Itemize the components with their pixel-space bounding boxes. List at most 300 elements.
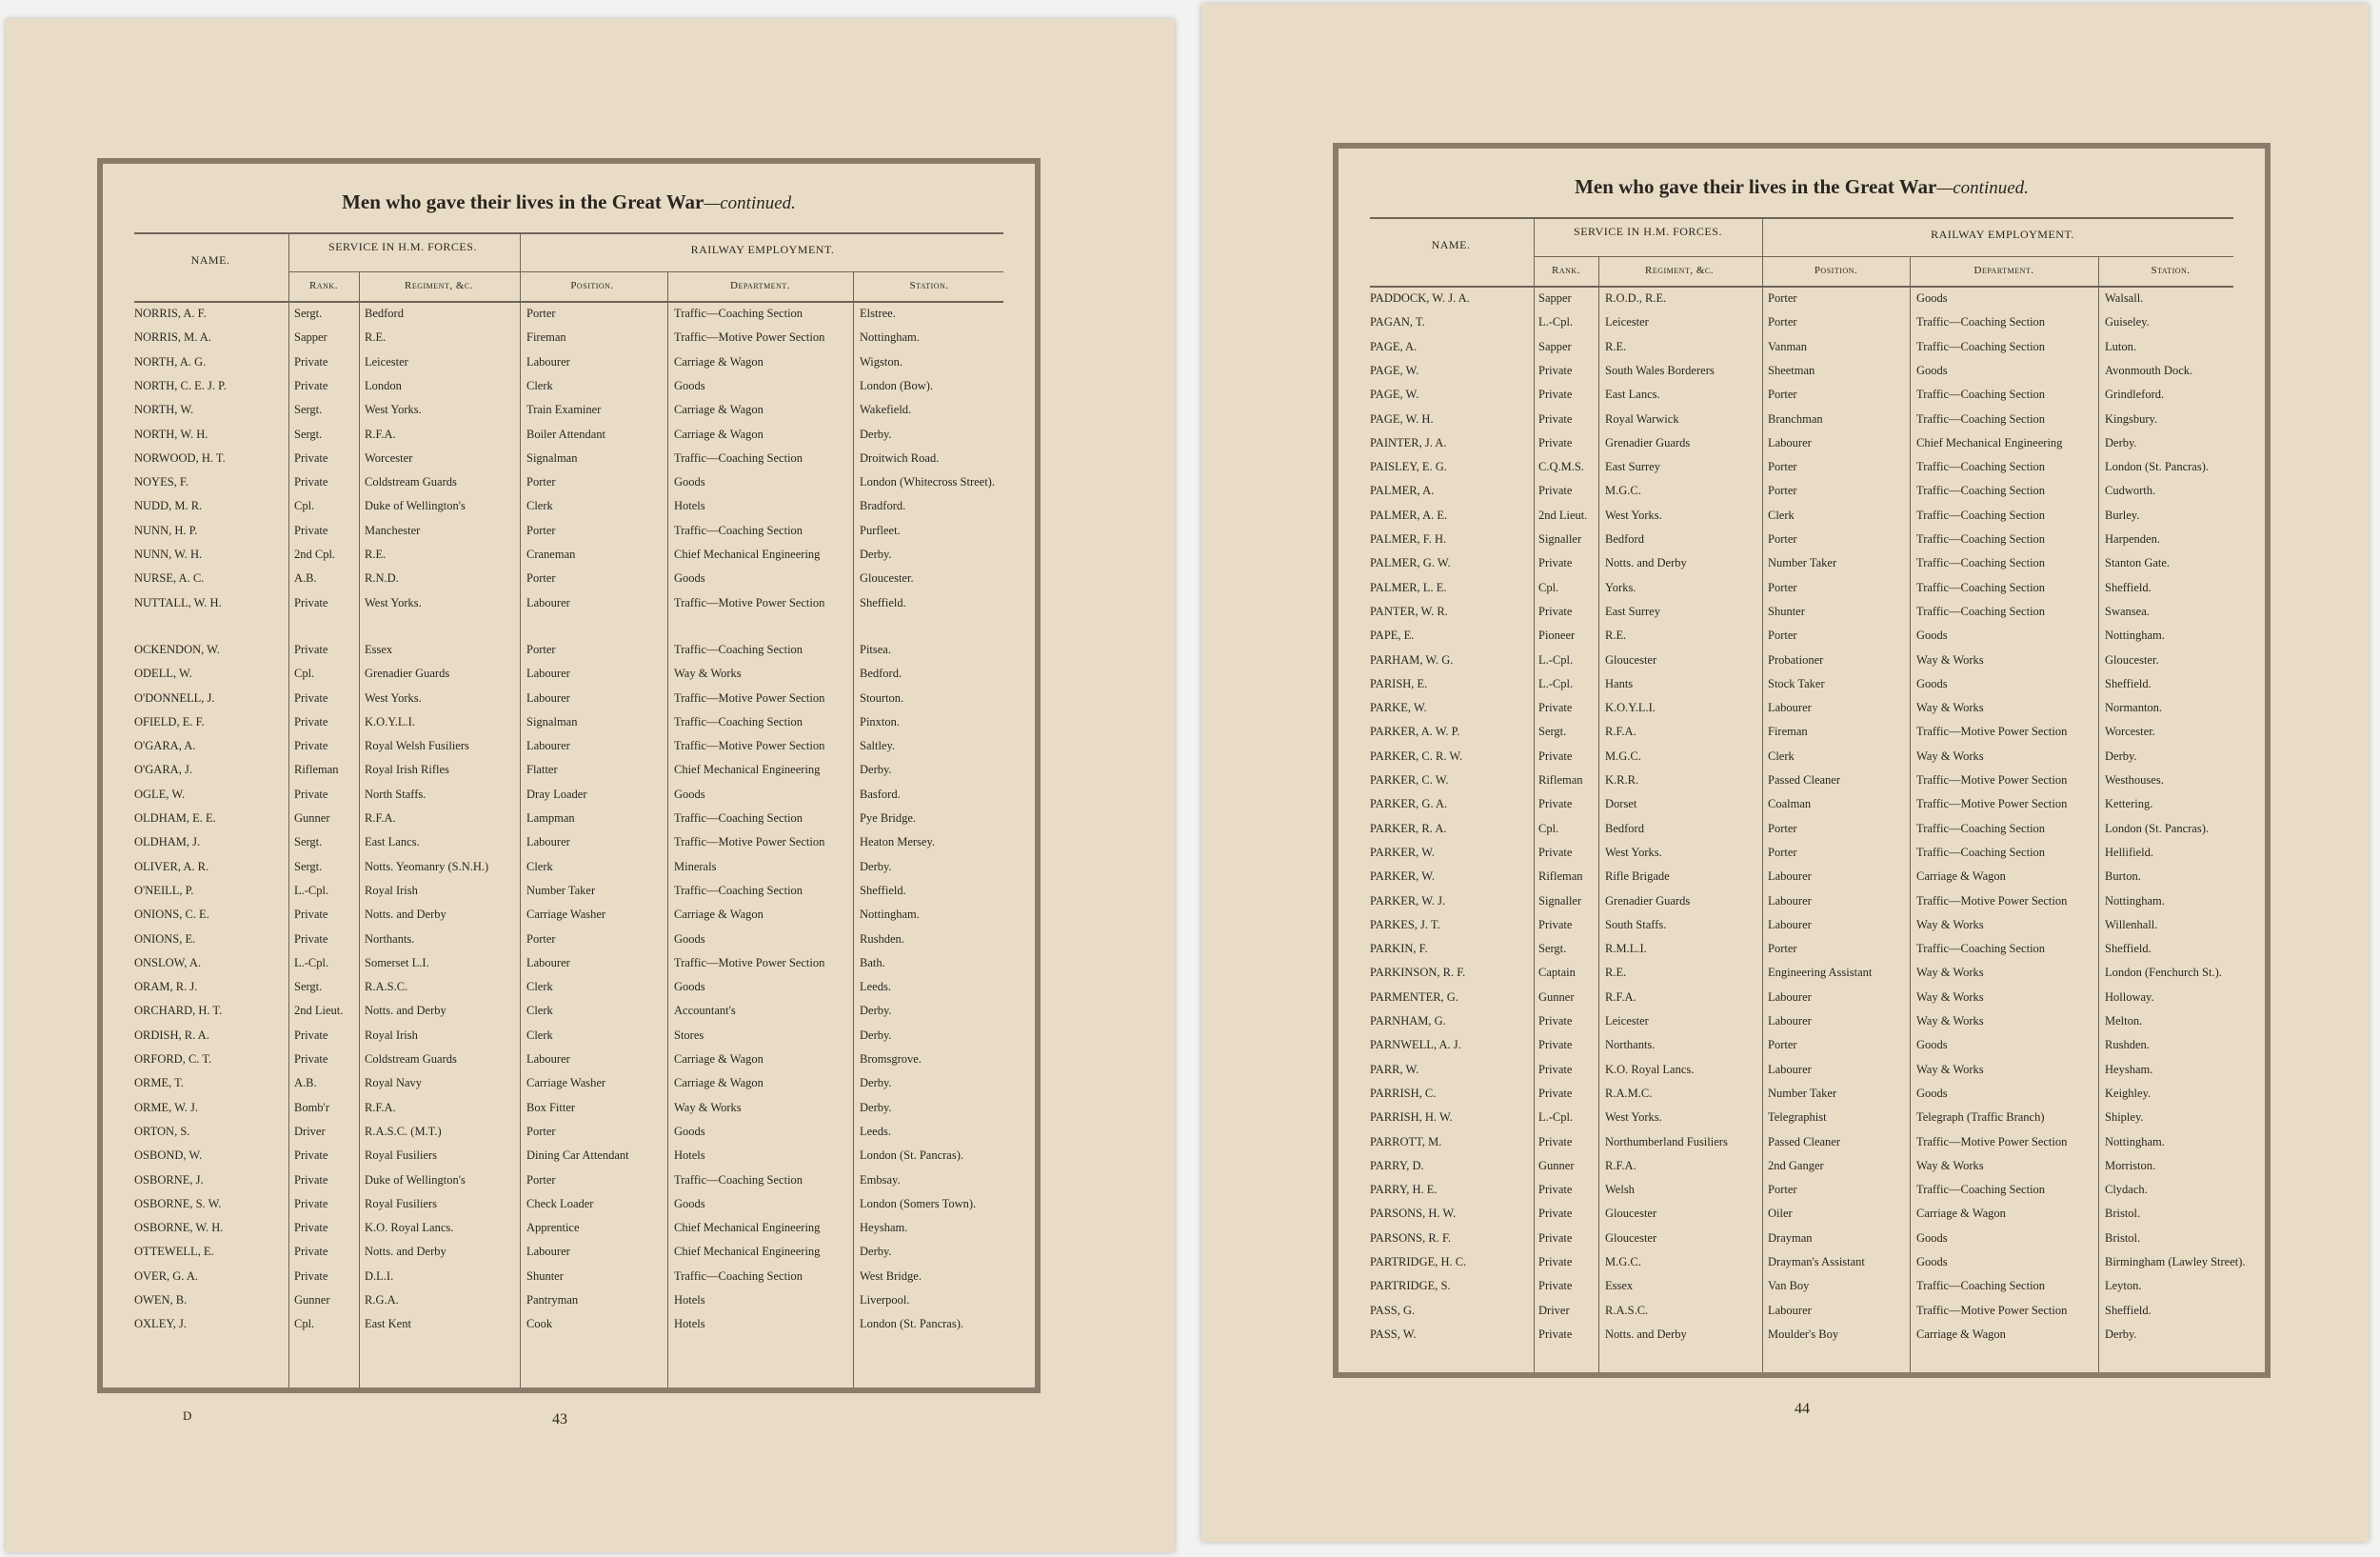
page-number: 44: [1795, 1401, 1810, 1417]
cell-name: PANTER, W. R.: [1370, 604, 1448, 618]
cell-name: OTTEWELL, E.: [134, 1245, 214, 1259]
table-row: [134, 1052, 1003, 1076]
table-row: [134, 667, 1003, 690]
cell-department: Goods: [674, 475, 705, 489]
cell-regiment: Somerset L.I.: [365, 955, 429, 969]
cell-regiment: Notts. Yeomanry (S.N.H.): [365, 859, 489, 873]
cell-name: PASS, W.: [1370, 1327, 1417, 1341]
table-row: [134, 571, 1003, 595]
cell-name: NORTH, W. H.: [134, 427, 208, 441]
cell-regiment: Essex: [1605, 1279, 1634, 1293]
cell-name: PALMER, L. E.: [1370, 580, 1447, 594]
cell-station: Wakefield.: [860, 403, 912, 417]
cell-department: Way & Works: [1916, 989, 1984, 1004]
cell-regiment: West Yorks.: [365, 403, 422, 417]
cell-station: Bristol.: [2105, 1207, 2141, 1221]
cell-department: Traffic—Coaching Section: [1916, 388, 2046, 402]
cell-name: PARNHAM, G.: [1370, 1014, 1446, 1028]
cell-rank: Private: [1538, 411, 1573, 426]
table-row: [1370, 629, 2233, 652]
table-row: [1370, 677, 2233, 701]
cell-position: Shunter: [1768, 604, 1805, 618]
cell-rank: Private: [1538, 1183, 1573, 1197]
cell-name: OSBORNE, W. H.: [134, 1221, 224, 1235]
cell-department: Hotels: [674, 1148, 705, 1163]
table-row: [134, 1173, 1003, 1197]
cell-department: Traffic—Motive Power Section: [1916, 797, 2068, 811]
cell-department: Traffic—Motive Power Section: [1916, 1303, 2068, 1317]
cell-regiment: Royal Welsh Fusiliers: [365, 739, 469, 753]
cell-station: Burley.: [2105, 508, 2140, 522]
cell-position: Porter: [1768, 845, 1797, 859]
cell-position: Dray Loader: [526, 787, 587, 801]
col-station-header: Station.: [909, 280, 949, 291]
cell-rank: Rifleman: [1538, 773, 1583, 787]
service-header: SERVICE IN H.M. FORCES.: [328, 240, 477, 253]
cell-station: Bedford.: [860, 667, 902, 681]
cell-position: Craneman: [526, 548, 576, 561]
cell-name: PARKIN, F.: [1370, 942, 1428, 956]
cell-position: Branchman: [1768, 411, 1823, 426]
cell-department: Goods: [674, 931, 705, 946]
table-header: [134, 232, 1003, 303]
cell-rank: Sapper: [294, 330, 327, 345]
cell-name: ONIONS, C. E.: [134, 908, 209, 922]
cell-regiment: Royal Irish Rifles: [365, 763, 449, 777]
cell-station: Derby.: [860, 427, 892, 441]
table-row: [1370, 388, 2233, 411]
cell-station: London (Fenchurch St.).: [2105, 966, 2222, 980]
cell-name: OSBOND, W.: [134, 1148, 203, 1163]
cell-station: Worcester.: [2105, 725, 2155, 739]
cell-name: PADDOCK, W. J. A.: [1370, 291, 1470, 305]
cell-rank: Captain: [1538, 966, 1576, 980]
cell-regiment: R.F.A.: [365, 811, 396, 825]
table-row: [1370, 822, 2233, 846]
cell-name: PARKER, W. J.: [1370, 893, 1446, 908]
table-row: [134, 1221, 1003, 1245]
cell-regiment: Gloucester: [1605, 1207, 1657, 1221]
cell-position: Porter: [526, 523, 556, 537]
cell-station: Droitwich Road.: [860, 450, 940, 465]
cell-station: Sheffield.: [2105, 580, 2152, 594]
cell-station: Melton.: [2105, 1014, 2143, 1028]
cell-position: Porter: [1768, 629, 1797, 643]
cell-department: Stores: [674, 1028, 704, 1042]
cell-position: Porter: [526, 931, 556, 946]
cell-station: Embsay.: [860, 1172, 901, 1187]
cell-position: Apprentice: [526, 1221, 580, 1235]
table-row: [1370, 1063, 2233, 1087]
cell-department: Traffic—Coaching Section: [1916, 532, 2046, 546]
cell-regiment: M.G.C.: [1605, 484, 1641, 498]
cell-name: OLDHAM, J.: [134, 835, 201, 849]
table-row: [134, 860, 1003, 884]
table-row: [1370, 1038, 2233, 1062]
cell-position: Moulder's Boy: [1768, 1327, 1839, 1341]
cell-regiment: Grenadier Guards: [1605, 893, 1691, 908]
cell-station: Derby.: [2105, 749, 2137, 763]
cell-station: Pye Bridge.: [860, 811, 917, 825]
cell-regiment: Gloucester: [1605, 652, 1657, 667]
cell-department: Way & Works: [674, 1100, 742, 1114]
cell-rank: Cpl.: [1538, 821, 1559, 835]
table-row: [134, 1101, 1003, 1125]
cell-station: Keighley.: [2105, 1086, 2152, 1100]
cell-position: Labourer: [1768, 435, 1812, 449]
cell-name: OLDHAM, E. E.: [134, 811, 216, 825]
cell-station: London (St. Pancras).: [860, 1148, 964, 1163]
cell-regiment: Royal Irish: [365, 883, 418, 897]
cell-station: Elstree.: [860, 307, 896, 320]
cell-regiment: London: [365, 378, 402, 392]
cell-department: Traffic—Motive Power Section: [1916, 893, 2068, 908]
cell-name: OFIELD, E. F.: [134, 714, 205, 729]
table-row: [1370, 291, 2233, 315]
cell-rank: Cpl.: [294, 1317, 315, 1331]
cell-name: PALMER, G. W.: [1370, 556, 1451, 570]
cell-department: Traffic—Coaching Section: [674, 450, 803, 465]
cell-regiment: R.F.A.: [365, 427, 396, 441]
cell-rank: Private: [294, 1245, 328, 1259]
cell-name: ORME, T.: [134, 1076, 184, 1090]
cell-position: Labourer: [526, 595, 570, 609]
cell-position: Porter: [526, 475, 556, 489]
col-department-header: Department.: [730, 280, 790, 291]
table-row: [1370, 749, 2233, 773]
table-row: [134, 739, 1003, 763]
cell-position: Clerk: [526, 378, 553, 392]
cell-rank: Driver: [294, 1124, 326, 1138]
cell-position: Porter: [1768, 942, 1797, 956]
table-row: [1370, 1087, 2233, 1110]
cell-department: Traffic—Coaching Section: [1916, 556, 2046, 570]
table-row: [1370, 532, 2233, 556]
cell-station: Nottingham.: [2105, 1134, 2165, 1148]
cell-name: ONSLOW, A.: [134, 955, 202, 969]
cell-station: Kingsbury.: [2105, 411, 2158, 426]
cell-station: Avonmouth Dock.: [2105, 363, 2193, 377]
col-rank-header: Rank.: [1552, 265, 1580, 276]
table-row: [134, 451, 1003, 475]
table-frame: [97, 158, 1041, 1393]
cell-department: Way & Works: [1916, 1158, 1984, 1172]
table-row: [134, 1269, 1003, 1293]
cell-name: ONIONS, E.: [134, 931, 196, 946]
cell-station: Pitsea.: [860, 642, 891, 656]
cell-rank: Private: [294, 1148, 328, 1163]
cell-rank: Private: [294, 354, 328, 369]
col-regiment-header: Regiment, &c.: [405, 280, 473, 291]
cell-department: Traffic—Coaching Section: [1916, 1183, 2046, 1197]
cell-rank: L.-Cpl.: [294, 883, 329, 897]
cell-position: Drayman's Assistant: [1768, 1255, 1865, 1268]
cell-department: Traffic—Coaching Section: [1916, 1279, 2046, 1293]
cell-rank: Signaller: [1538, 532, 1582, 546]
cell-department: Traffic—Motive Power Section: [674, 595, 825, 609]
cell-position: Clerk: [526, 1028, 553, 1042]
table-row: [134, 307, 1003, 330]
cell-position: Vanman: [1768, 339, 1807, 353]
cell-rank: Sergt.: [294, 307, 323, 320]
cell-position: Labourer: [1768, 1062, 1812, 1076]
cell-regiment: M.G.C.: [1605, 1255, 1641, 1268]
cell-name: PARKER, R. A.: [1370, 821, 1447, 835]
cell-rank: Private: [294, 475, 328, 489]
cell-name: PARTRIDGE, H. C.: [1370, 1255, 1467, 1268]
cell-regiment: K.O. Royal Lancs.: [1605, 1062, 1695, 1076]
table-row: [134, 475, 1003, 499]
cell-regiment: North Staffs.: [365, 787, 426, 801]
cell-position: Van Boy: [1768, 1279, 1810, 1293]
col-position-header: Position.: [1814, 265, 1858, 276]
cell-department: Traffic—Motive Power Section: [674, 955, 825, 969]
cell-department: Way & Works: [1916, 966, 1984, 980]
cell-regiment: Dorset: [1605, 797, 1637, 811]
col-name-header: NAME.: [1431, 238, 1471, 251]
cell-department: Traffic—Coaching Section: [674, 1268, 803, 1283]
cell-position: Signalman: [526, 450, 578, 465]
cell-position: Porter: [526, 1172, 556, 1187]
cell-position: Labourer: [1768, 893, 1812, 908]
cell-regiment: R.O.D., R.E.: [1605, 291, 1667, 305]
cell-regiment: R.A.S.C. (M.T.): [365, 1124, 442, 1138]
table-row: [134, 691, 1003, 715]
cell-station: Saltley.: [860, 739, 896, 753]
cell-regiment: East Surrey: [1605, 460, 1660, 474]
cell-rank: Cpl.: [1538, 580, 1559, 594]
cell-position: Clerk: [526, 499, 553, 513]
cell-rank: Private: [294, 690, 328, 705]
cell-position: Flatter: [526, 763, 558, 777]
cell-name: NUDD, M. R.: [134, 499, 203, 513]
cell-position: Labourer: [526, 1052, 570, 1066]
cell-name: NUNN, H. P.: [134, 523, 198, 537]
table-row: [134, 379, 1003, 403]
cell-position: Porter: [1768, 291, 1797, 305]
cell-position: Porter: [1768, 388, 1797, 402]
cell-rank: Private: [1538, 1086, 1573, 1100]
cell-rank: Signaller: [1538, 893, 1582, 908]
cell-position: Signalman: [526, 714, 578, 729]
cell-regiment: Hants: [1605, 676, 1634, 690]
cell-department: Traffic—Coaching Section: [674, 307, 803, 320]
cell-station: Leyton.: [2105, 1279, 2142, 1293]
cell-name: PAGE, W.: [1370, 388, 1419, 402]
cell-rank: Private: [1538, 917, 1573, 931]
right-page: [1201, 4, 2369, 1542]
cell-regiment: D.L.I.: [365, 1268, 394, 1283]
cell-position: Carriage Washer: [526, 1076, 606, 1090]
cell-station: London (St. Pancras).: [860, 1317, 964, 1331]
cell-department: Traffic—Coaching Section: [674, 714, 803, 729]
cell-regiment: Grenadier Guards: [1605, 435, 1691, 449]
cell-name: PAINTER, J. A.: [1370, 435, 1447, 449]
cell-department: Way & Works: [1916, 1014, 1984, 1028]
cell-name: PAGE, W. H.: [1370, 411, 1434, 426]
cell-regiment: K.R.R.: [1605, 773, 1639, 787]
cell-regiment: R.G.A.: [365, 1293, 399, 1307]
cell-department: Goods: [674, 980, 705, 994]
cell-position: Labourer: [1768, 1014, 1812, 1028]
table-row: [1370, 484, 2233, 508]
cell-regiment: Notts. and Derby: [365, 1004, 446, 1018]
cell-department: Goods: [674, 1196, 705, 1210]
cell-position: Labourer: [526, 1245, 570, 1259]
cell-position: Drayman: [1768, 1230, 1813, 1245]
cell-regiment: West Yorks.: [365, 595, 422, 609]
cell-position: Labourer: [526, 690, 570, 705]
cell-department: Hotels: [674, 499, 705, 513]
cell-regiment: East Lancs.: [365, 835, 420, 849]
table-row: [1370, 556, 2233, 580]
cell-rank: C.Q.M.S.: [1538, 460, 1584, 474]
cell-position: Dining Car Attendant: [526, 1148, 629, 1163]
cell-regiment: Bedford: [1605, 821, 1644, 835]
table-row: [134, 908, 1003, 931]
cell-regiment: Essex: [365, 642, 393, 656]
table-row: [134, 763, 1003, 787]
cell-regiment: Northumberland Fusiliers: [1605, 1134, 1728, 1148]
table-row: [134, 1004, 1003, 1028]
table-row: [1370, 942, 2233, 966]
cell-name: PAISLEY, E. G.: [1370, 460, 1447, 474]
table-row: [134, 932, 1003, 956]
cell-station: Luton.: [2105, 339, 2136, 353]
cell-rank: L.-Cpl.: [294, 955, 329, 969]
cell-rank: Private: [294, 1221, 328, 1235]
cell-department: Traffic—Motive Power Section: [674, 330, 825, 345]
cell-regiment: Grenadier Guards: [365, 667, 450, 681]
cell-department: Chief Mechanical Engineering: [1916, 435, 2063, 449]
cell-position: Labourer: [1768, 701, 1812, 715]
cell-rank: Private: [294, 450, 328, 465]
cell-position: Clerk: [526, 980, 553, 994]
cell-regiment: K.O.Y.L.I.: [365, 714, 415, 729]
cell-name: ORAM, R. J.: [134, 980, 198, 994]
col-position-header: Position.: [570, 280, 614, 291]
cell-regiment: Northants.: [365, 931, 415, 946]
cell-department: Traffic—Motive Power Section: [1916, 725, 2068, 739]
cell-department: Traffic—Coaching Section: [1916, 411, 2046, 426]
table-row: [134, 524, 1003, 548]
table-row: [134, 811, 1003, 835]
cell-station: Nottingham.: [860, 908, 920, 922]
cell-regiment: East Kent: [365, 1317, 411, 1331]
cell-department: Goods: [1916, 291, 1948, 305]
left-page: [6, 19, 1175, 1552]
cell-name: PARKER, C. W.: [1370, 773, 1449, 787]
page-title: Men who gave their lives in the Great War—continued.: [342, 190, 796, 213]
cell-department: Carriage & Wagon: [674, 354, 764, 369]
cell-regiment: Royal Warwick: [1605, 411, 1679, 426]
cell-regiment: Notts. and Derby: [1605, 1327, 1687, 1341]
cell-regiment: Leicester: [1605, 1014, 1649, 1028]
cell-rank: Private: [1538, 1207, 1573, 1221]
cell-rank: Private: [1538, 388, 1573, 402]
cell-position: Porter: [1768, 460, 1797, 474]
cell-name: PALMER, A. E.: [1370, 508, 1448, 522]
cell-department: Chief Mechanical Engineering: [674, 1245, 821, 1259]
cell-regiment: Welsh: [1605, 1183, 1635, 1197]
cell-rank: Sergt.: [1538, 942, 1567, 956]
cell-rank: Private: [294, 714, 328, 729]
cell-station: Heysham.: [860, 1221, 908, 1235]
cell-position: Porter: [1768, 315, 1797, 329]
cell-rank: Rifleman: [294, 763, 339, 777]
cell-regiment: R.F.A.: [365, 1100, 396, 1114]
cell-rank: Gunner: [1538, 1158, 1575, 1172]
cell-rank: Private: [1538, 1062, 1573, 1076]
cell-name: ORCHARD, H. T.: [134, 1004, 223, 1018]
cell-rank: 2nd Cpl.: [294, 548, 336, 561]
table-row: [1370, 797, 2233, 821]
cell-name: PASS, G.: [1370, 1303, 1416, 1317]
table-row: [1370, 436, 2233, 460]
cell-station: Gloucester.: [860, 571, 914, 586]
cell-position: Cook: [526, 1317, 553, 1331]
cell-regiment: R.A.S.C.: [365, 980, 408, 994]
cell-department: Traffic—Coaching Section: [1916, 339, 2046, 353]
cell-position: Shunter: [526, 1268, 564, 1283]
cell-rank: Bomb'r: [294, 1100, 329, 1114]
cell-station: Leeds.: [860, 1124, 891, 1138]
cell-department: Traffic—Coaching Section: [1916, 821, 2046, 835]
cell-rank: Private: [294, 595, 328, 609]
cell-station: Derby.: [860, 1245, 892, 1259]
cell-rank: Private: [1538, 556, 1573, 570]
table-row: [1370, 509, 2233, 532]
cell-rank: A.B.: [294, 571, 317, 586]
cell-regiment: Rifle Brigade: [1605, 869, 1670, 884]
cell-department: Goods: [1916, 1255, 1948, 1268]
cell-department: Goods: [1916, 363, 1948, 377]
cell-department: Way & Works: [1916, 701, 1984, 715]
cell-rank: Private: [1538, 1255, 1573, 1268]
cell-rank: Private: [1538, 845, 1573, 859]
cell-name: PARMENTER, G.: [1370, 989, 1458, 1004]
cell-regiment: M.G.C.: [1605, 749, 1641, 763]
cell-regiment: West Yorks.: [1605, 845, 1662, 859]
cell-rank: Private: [294, 1028, 328, 1042]
cell-name: ORTON, S.: [134, 1124, 190, 1138]
cell-rank: Private: [1538, 435, 1573, 449]
cell-regiment: R.A.M.C.: [1605, 1086, 1653, 1100]
cell-station: Derby.: [860, 1028, 892, 1042]
cell-department: Way & Works: [1916, 749, 1984, 763]
cell-department: Carriage & Wagon: [1916, 1207, 2006, 1221]
cell-name: O'GARA, J.: [134, 763, 192, 777]
cell-department: Goods: [1916, 629, 1948, 643]
cell-position: Labourer: [526, 667, 570, 681]
cell-station: Derby.: [860, 548, 892, 561]
cell-position: Clerk: [526, 859, 553, 873]
cell-position: Number Taker: [1768, 1086, 1837, 1100]
cell-regiment: Royal Fusiliers: [365, 1148, 438, 1163]
cell-station: London (St. Pancras).: [2105, 821, 2210, 835]
cell-regiment: Royal Navy: [365, 1076, 423, 1090]
cell-position: Clerk: [526, 1004, 553, 1018]
cell-regiment: R.M.L.I.: [1605, 942, 1647, 956]
cell-station: Birmingham (Lawley Street).: [2105, 1255, 2246, 1268]
cell-position: Fireman: [526, 330, 566, 345]
cell-station: Guiseley.: [2105, 315, 2150, 329]
cell-station: Bristol.: [2105, 1230, 2141, 1245]
cell-position: Passed Cleaner: [1768, 1134, 1841, 1148]
cell-station: Derby.: [860, 1004, 892, 1018]
cell-rank: Pioneer: [1538, 629, 1576, 643]
cell-station: Derby.: [860, 1100, 892, 1114]
